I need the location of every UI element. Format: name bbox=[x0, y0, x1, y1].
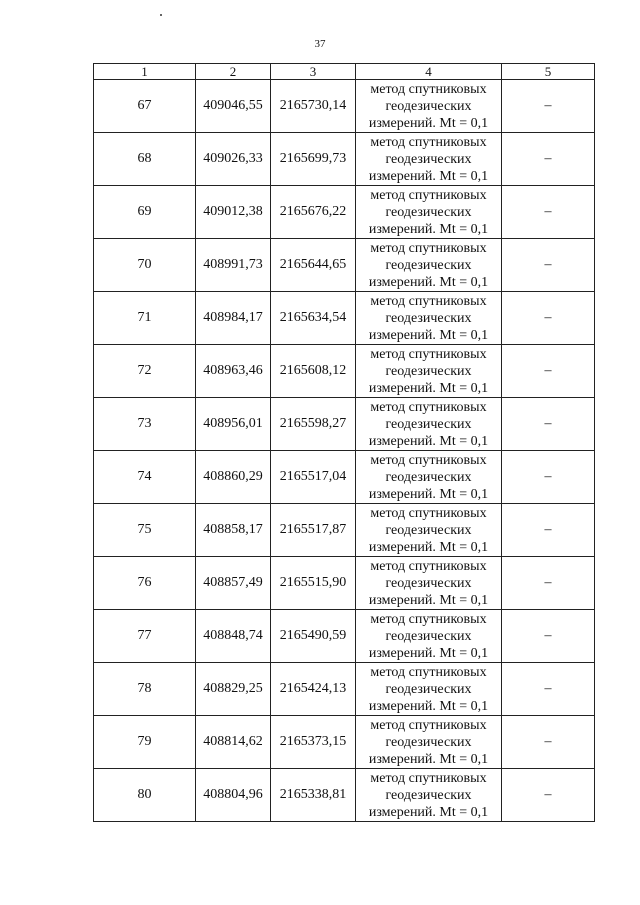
column-header: 2 bbox=[196, 64, 271, 80]
method-cell bbox=[356, 716, 502, 769]
scan-speck bbox=[160, 14, 162, 16]
point-number-cell: 74 bbox=[94, 451, 196, 504]
method-line: метод спутниковых bbox=[370, 134, 487, 150]
method-line: метод спутниковых bbox=[370, 293, 487, 309]
method-line: метод спутниковых bbox=[370, 664, 487, 680]
method-line: измерений. Mt = 0,1 bbox=[368, 486, 489, 502]
accuracy-cell: – bbox=[502, 133, 595, 186]
method-line: измерений. Mt = 0,1 bbox=[368, 115, 489, 131]
y-coordinate-cell: 2165676,22 bbox=[271, 186, 356, 239]
accuracy-cell: – bbox=[502, 663, 595, 716]
table-row bbox=[94, 133, 595, 186]
x-coordinate-cell: 409046,55 bbox=[196, 80, 271, 133]
method-line: геодезических bbox=[385, 151, 472, 167]
table-row bbox=[94, 663, 595, 716]
x-coordinate-cell: 408991,73 bbox=[196, 239, 271, 292]
point-number-cell: 79 bbox=[94, 716, 196, 769]
method-line: геодезических bbox=[385, 522, 472, 538]
column-header: 5 bbox=[502, 64, 595, 80]
method-cell bbox=[356, 80, 502, 133]
method-cell bbox=[356, 769, 502, 822]
method-line: геодезических bbox=[385, 310, 472, 326]
x-coordinate-cell: 409012,38 bbox=[196, 186, 271, 239]
method-cell bbox=[356, 133, 502, 186]
y-coordinate-cell: 2165634,54 bbox=[271, 292, 356, 345]
method-line: геодезических bbox=[385, 787, 472, 803]
y-coordinate-cell: 2165338,81 bbox=[271, 769, 356, 822]
column-header: 4 bbox=[356, 64, 502, 80]
method-line: метод спутниковых bbox=[370, 346, 487, 362]
y-coordinate-cell: 2165699,73 bbox=[271, 133, 356, 186]
table-row bbox=[94, 80, 595, 133]
method-cell bbox=[356, 610, 502, 663]
y-coordinate-cell: 2165730,14 bbox=[271, 80, 356, 133]
point-number-cell: 70 bbox=[94, 239, 196, 292]
x-coordinate-cell: 408956,01 bbox=[196, 398, 271, 451]
accuracy-cell: – bbox=[502, 557, 595, 610]
accuracy-cell: – bbox=[502, 186, 595, 239]
y-coordinate-cell: 2165517,87 bbox=[271, 504, 356, 557]
x-coordinate-cell: 408814,62 bbox=[196, 716, 271, 769]
method-line: измерений. Mt = 0,1 bbox=[368, 327, 489, 343]
y-coordinate-cell: 2165598,27 bbox=[271, 398, 356, 451]
table-body bbox=[94, 80, 595, 822]
point-number-cell: 75 bbox=[94, 504, 196, 557]
method-cell bbox=[356, 557, 502, 610]
method-cell bbox=[356, 451, 502, 504]
method-line: геодезических bbox=[385, 469, 472, 485]
method-line: измерений. Mt = 0,1 bbox=[368, 168, 489, 184]
x-coordinate-cell: 408984,17 bbox=[196, 292, 271, 345]
y-coordinate-cell: 2165490,59 bbox=[271, 610, 356, 663]
accuracy-cell: – bbox=[502, 80, 595, 133]
point-number-cell: 77 bbox=[94, 610, 196, 663]
point-number-cell: 80 bbox=[94, 769, 196, 822]
column-header: 1 bbox=[94, 64, 196, 80]
x-coordinate-cell: 408860,29 bbox=[196, 451, 271, 504]
x-coordinate-cell: 408857,49 bbox=[196, 557, 271, 610]
method-line: метод спутниковых bbox=[370, 558, 487, 574]
table-row bbox=[94, 610, 595, 663]
method-line: метод спутниковых bbox=[370, 399, 487, 415]
accuracy-cell: – bbox=[502, 345, 595, 398]
method-line: измерений. Mt = 0,1 bbox=[368, 645, 489, 661]
accuracy-cell: – bbox=[502, 504, 595, 557]
method-line: измерений. Mt = 0,1 bbox=[368, 698, 489, 714]
method-line: геодезических bbox=[385, 681, 472, 697]
point-number-cell: 73 bbox=[94, 398, 196, 451]
method-line: геодезических bbox=[385, 628, 472, 644]
point-number-cell: 71 bbox=[94, 292, 196, 345]
y-coordinate-cell: 2165644,65 bbox=[271, 239, 356, 292]
coordinates-table bbox=[93, 63, 595, 822]
method-cell bbox=[356, 239, 502, 292]
y-coordinate-cell: 2165517,04 bbox=[271, 451, 356, 504]
accuracy-cell: – bbox=[502, 239, 595, 292]
table-row bbox=[94, 345, 595, 398]
table-row bbox=[94, 557, 595, 610]
page-number: 37 bbox=[314, 38, 326, 50]
table-row bbox=[94, 504, 595, 557]
x-coordinate-cell: 409026,33 bbox=[196, 133, 271, 186]
accuracy-cell: – bbox=[502, 451, 595, 504]
x-coordinate-cell: 408848,74 bbox=[196, 610, 271, 663]
method-line: измерений. Mt = 0,1 bbox=[368, 380, 489, 396]
table-row bbox=[94, 239, 595, 292]
column-header: 3 bbox=[271, 64, 356, 80]
method-line: измерений. Mt = 0,1 bbox=[368, 539, 489, 555]
y-coordinate-cell: 2165515,90 bbox=[271, 557, 356, 610]
method-cell bbox=[356, 504, 502, 557]
method-line: геодезических bbox=[385, 98, 472, 114]
method-line: геодезических bbox=[385, 575, 472, 591]
method-line: измерений. Mt = 0,1 bbox=[368, 592, 489, 608]
method-line: измерений. Mt = 0,1 bbox=[368, 274, 489, 290]
table-row bbox=[94, 716, 595, 769]
y-coordinate-cell: 2165424,13 bbox=[271, 663, 356, 716]
point-number-cell: 72 bbox=[94, 345, 196, 398]
method-line: геодезических bbox=[385, 204, 472, 220]
x-coordinate-cell: 408804,96 bbox=[196, 769, 271, 822]
accuracy-cell: – bbox=[502, 398, 595, 451]
point-number-cell: 78 bbox=[94, 663, 196, 716]
point-number-cell: 67 bbox=[94, 80, 196, 133]
method-line: геодезических bbox=[385, 416, 472, 432]
accuracy-cell: – bbox=[502, 610, 595, 663]
method-line: метод спутниковых bbox=[370, 187, 487, 203]
method-line: геодезических bbox=[385, 257, 472, 273]
method-line: измерений. Mt = 0,1 bbox=[368, 804, 489, 820]
method-line: измерений. Mt = 0,1 bbox=[368, 433, 489, 449]
x-coordinate-cell: 408858,17 bbox=[196, 504, 271, 557]
table-row bbox=[94, 451, 595, 504]
method-cell bbox=[356, 345, 502, 398]
method-cell bbox=[356, 186, 502, 239]
table-row bbox=[94, 769, 595, 822]
table-header-row bbox=[94, 64, 595, 80]
x-coordinate-cell: 408829,25 bbox=[196, 663, 271, 716]
method-line: геодезических bbox=[385, 363, 472, 379]
method-line: метод спутниковых bbox=[370, 611, 487, 627]
method-line: геодезических bbox=[385, 734, 472, 750]
point-number-cell: 69 bbox=[94, 186, 196, 239]
method-line: измерений. Mt = 0,1 bbox=[368, 221, 489, 237]
accuracy-cell: – bbox=[502, 292, 595, 345]
method-cell bbox=[356, 398, 502, 451]
method-cell bbox=[356, 292, 502, 345]
method-line: метод спутниковых bbox=[370, 505, 487, 521]
point-number-cell: 76 bbox=[94, 557, 196, 610]
table-row bbox=[94, 292, 595, 345]
method-line: метод спутниковых bbox=[370, 717, 487, 733]
table-row bbox=[94, 398, 595, 451]
method-line: метод спутниковых bbox=[370, 81, 487, 97]
method-line: метод спутниковых bbox=[370, 770, 487, 786]
table-row bbox=[94, 186, 595, 239]
accuracy-cell: – bbox=[502, 716, 595, 769]
y-coordinate-cell: 2165373,15 bbox=[271, 716, 356, 769]
point-number-cell: 68 bbox=[94, 133, 196, 186]
accuracy-cell: – bbox=[502, 769, 595, 822]
method-cell bbox=[356, 663, 502, 716]
method-line: метод спутниковых bbox=[370, 240, 487, 256]
method-line: метод спутниковых bbox=[370, 452, 487, 468]
method-line: измерений. Mt = 0,1 bbox=[368, 751, 489, 767]
x-coordinate-cell: 408963,46 bbox=[196, 345, 271, 398]
y-coordinate-cell: 2165608,12 bbox=[271, 345, 356, 398]
